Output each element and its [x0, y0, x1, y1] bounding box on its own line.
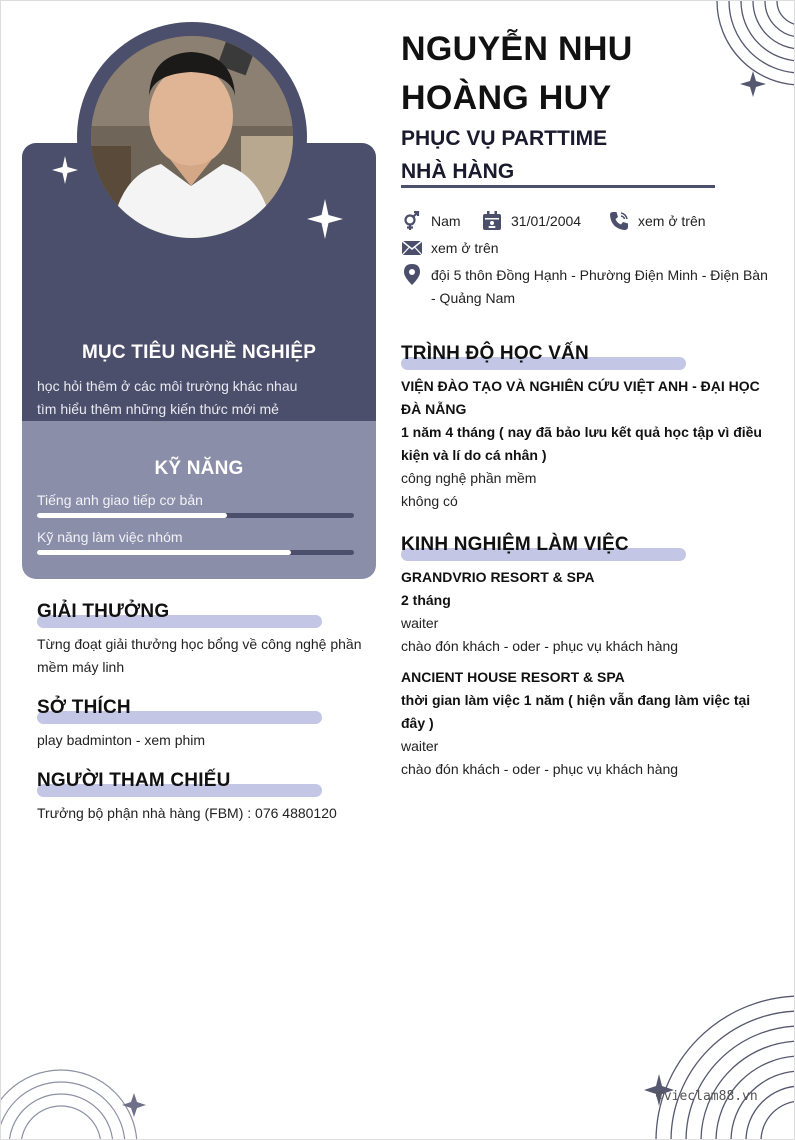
- education-title: TRÌNH ĐỘ HỌC VẤN: [401, 343, 589, 364]
- candidate-name: [401, 25, 633, 123]
- phone-icon: [608, 210, 630, 232]
- references-title: NGƯỜI THAM CHIẾU: [37, 770, 231, 791]
- desired-position: [401, 122, 607, 188]
- hobbies-text: play badminton - xem phim: [37, 732, 206, 748]
- header-divider: [401, 185, 715, 188]
- skill-label: Kỹ năng làm việc nhóm: [37, 529, 183, 545]
- experience-job: [401, 566, 766, 658]
- education-duration: 1 năm 4 tháng ( nay đã bảo lưu kết quả học tập vì điều kiện và lí do cá nhân ): [401, 424, 762, 463]
- skill-label: Tiếng anh giao tiếp cơ bản: [37, 492, 203, 508]
- job-company: ANCIENT HOUSE RESORT & SPA: [401, 669, 625, 685]
- contact-birthday: [481, 210, 581, 232]
- desired-position-line: NHÀ HÀNG: [401, 160, 515, 183]
- decor-arcs-bottom: [641, 966, 795, 1140]
- skill-item: [37, 529, 354, 555]
- contact-phone: [608, 210, 706, 232]
- skill-bar: [37, 513, 354, 518]
- sparkle-icon: [52, 156, 78, 184]
- references-text: Trưởng bộ phận nhà hàng (FBM) : 076 4880120: [37, 805, 337, 821]
- education-heading: [401, 343, 686, 371]
- objective-line: tìm hiểu thêm những kiến thức mới mẻ: [37, 401, 279, 417]
- education-block: [401, 375, 766, 513]
- gender-value: Nam: [431, 213, 461, 229]
- candidate-name-line: HOÀNG HUY: [401, 79, 612, 117]
- awards-text: Từng đoạt giải thưởng học bổng về công nghệ phần mềm máy linh: [37, 636, 362, 675]
- hobbies-heading: [37, 697, 322, 725]
- candidate-name-line: NGUYỄN NHU: [401, 30, 633, 68]
- objective-title: MỤC TIÊU NGHỀ NGHIỆP: [81, 342, 317, 363]
- job-description: chào đón khách - oder - phục vụ khách hàng: [401, 761, 679, 777]
- awards-title: GIẢI THƯỞNG: [37, 601, 170, 622]
- desired-position-line: PHỤC VỤ PARTTIME: [401, 127, 608, 150]
- experience-title: KINH NGHIỆM LÀM VIỆC: [401, 534, 629, 555]
- phone-value: xem ở trên: [638, 213, 706, 229]
- hobbies-title: SỞ THÍCH: [37, 697, 131, 718]
- education-school: VIỆN ĐÀO TẠO VÀ NGHIÊN CỨU VIỆT ANH - ĐẠI HỌC ĐÀ NẴNG: [401, 378, 760, 417]
- address-value: đội 5 thôn Đồng Hạnh - Phường Điện Minh - Điện Bàn - Quảng Nam: [431, 267, 768, 306]
- references-heading: [37, 770, 322, 798]
- job-role: waiter: [401, 615, 439, 631]
- decor-arcs-top: [701, 1, 795, 106]
- skills-title: KỸ NĂNG: [154, 458, 244, 479]
- calendar-icon: [481, 210, 503, 232]
- job-duration: thời gian làm việc 1 năm ( hiện vẫn đang làm việc tại đây ): [401, 692, 751, 731]
- sparkle-icon: [307, 199, 343, 239]
- watermark: ©vieclam88.vn: [656, 1089, 758, 1104]
- job-company: GRANDVRIO RESORT & SPA: [401, 569, 595, 585]
- skill-bar-fill: [37, 550, 291, 555]
- experience-heading: [401, 534, 686, 562]
- gender-icon: [401, 210, 423, 232]
- awards-heading: [37, 601, 322, 629]
- skill-item: [37, 492, 354, 518]
- experience-job: [401, 666, 766, 781]
- email-value: xem ở trên: [431, 240, 499, 256]
- skill-bar-fill: [37, 513, 227, 518]
- job-duration: 2 tháng: [401, 592, 451, 608]
- job-description: chào đón khách - oder - phục vụ khách hàng: [401, 638, 679, 654]
- contact-email: [401, 237, 499, 259]
- mail-icon: [401, 237, 423, 259]
- birthday-value: 31/01/2004: [511, 213, 582, 229]
- contact-gender: [401, 210, 461, 232]
- avatar: [91, 36, 293, 238]
- education-major: công nghệ phần mềm: [401, 470, 537, 486]
- objective-line: học hỏi thêm ở các môi trường khác nhau: [37, 378, 298, 394]
- decor-arcs-bottom-left: [1, 1061, 151, 1140]
- contact-address-icon-wrap: [401, 264, 431, 286]
- skill-bar: [37, 550, 354, 555]
- location-pin-icon: [401, 264, 423, 286]
- job-role: waiter: [401, 738, 439, 754]
- education-note: không có: [401, 493, 458, 509]
- objective-text: [37, 375, 357, 421]
